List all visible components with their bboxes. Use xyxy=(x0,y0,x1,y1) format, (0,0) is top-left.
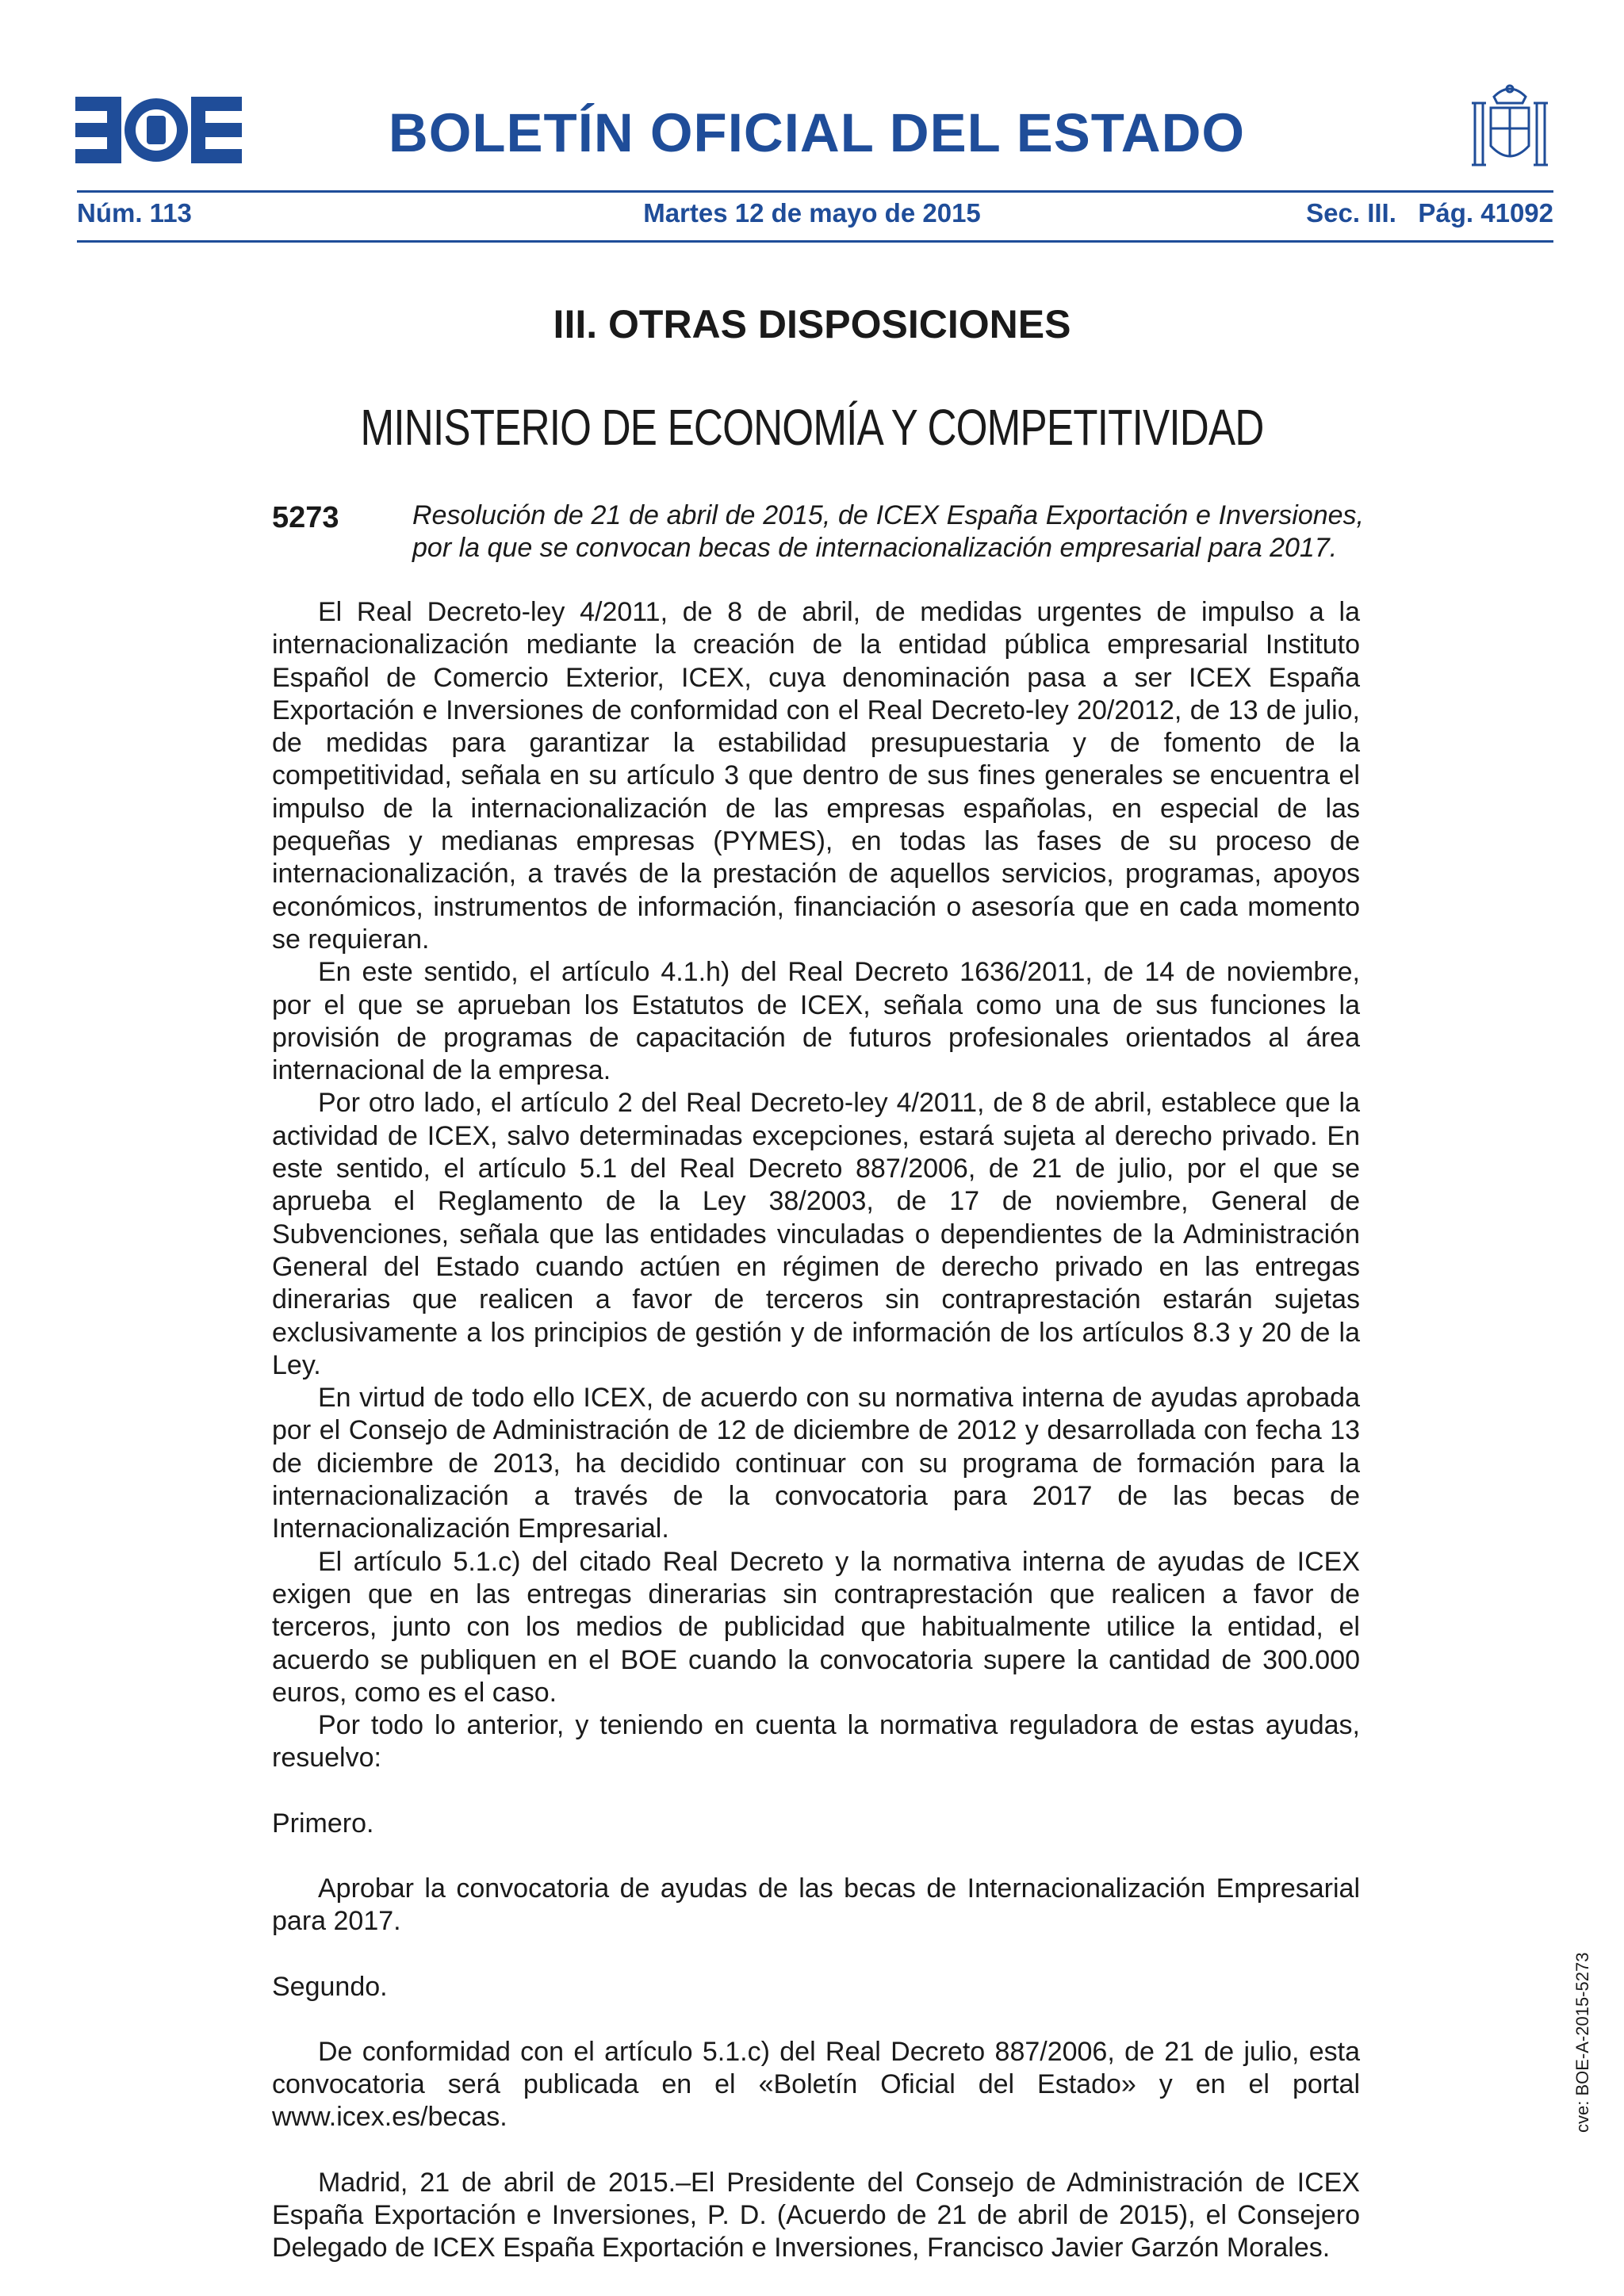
paragraph: Aprobar la convocatoria de ayudas de las becas de Internacionalización Empresarial para 2017. xyxy=(272,1873,1360,1937)
header-rule-bottom xyxy=(77,240,1553,243)
cve-identifier: cve: BOE-A-2015-5273 xyxy=(1572,1952,1592,2133)
resolution-title-line: Resolución de 21 de abril de 2015, de ICEX España Exportación e Inversiones, xyxy=(412,500,1364,530)
section-title: III. OTRAS DISPOSICIONES xyxy=(553,302,1071,346)
paragraph: Por otro lado, el artículo 2 del Real Decreto-ley 4/2011, de 8 de abril, establece que la actividad de ICEX, salvo determinadas excepciones, estará sujeta al derecho privado. En este sentido, el artículo 5.1 del Real Decreto 887/2006, de 21 de julio, por el que se aprueba el Reglamento de la Ley 38/2003, de 17 de noviembre, General de Subvenciones, señala que las entidades vinculadas o dependientes de la Administración General del Estado cuando actúen en régimen de derecho privado en las entregas dinerarias que realicen a favor de terceros sin contraprestación estarán sujetas exclusivamente a los principios de gestión y de información de los artículos 8.3 y 20 de la Ley. xyxy=(272,1088,1360,1380)
paragraph: El Real Decreto-ley 4/2011, de 8 de abril, de medidas urgentes de impulso a la internacionalización mediante la creación de la entidad pública empresarial Instituto Español de Comercio Exterior, ICEX, cuya denominación pasa a ser ICEX España Exportación e Inversiones de conformidad con el Real Decreto-ley 20/2012, de 13 de julio, de medidas para garantizar la estabilidad presupuestaria y de fomento de la competitividad, señala en su artículo 3 que dentro de sus fines generales se encuentra el impulso de la internacionalización de las empresas españolas, en especial de las pequeñas y medianas empresas (PYMES), en todas las fases de su proceso de internacionalización, a través de la prestación de aquellos servicios, programas, apoyos económicos, instrumentos de información, financiación o asesoría que en cada momento se requieran. xyxy=(272,597,1360,955)
paragraph: Por todo lo anterior, y teniendo en cuenta la normativa reguladora de estas ayudas, resuelvo: xyxy=(272,1710,1360,1774)
boe-logo xyxy=(75,97,242,163)
masthead-title: BOLETÍN OFICIAL DEL ESTADO xyxy=(388,102,1246,163)
header-rule-top xyxy=(77,190,1553,193)
document-body xyxy=(272,596,1360,2265)
paragraph: De conformidad con el artículo 5.1.c) del Real Decreto 887/2006, de 21 de julio, esta convocatoria será publicada en el «Boletín Oficial del Estado» y en el portal www.icex.es/becas. xyxy=(272,2036,1360,2133)
resolution-title-line: por la que se convocan becas de internacionalización empresarial para 2017. xyxy=(412,533,1338,563)
paragraph: El artículo 5.1.c) del citado Real Decreto y la normativa interna de ayudas de ICEX exigen que en las entregas dinerarias sin contraprestación que realicen a favor de terceros, junto con los medios de publicidad que habitualmente utilice la entidad, el acuerdo se publiquen en el BOE cuando la convocatoria supere la cantidad de 300.000 euros, como es el caso. xyxy=(272,1546,1360,1708)
article-heading: Primero. xyxy=(272,1808,374,1839)
paragraph: En virtud de todo ello ICEX, de acuerdo con su normativa interna de ayudas aprobada por el Consejo de Administración de 12 de diciembre de 2012 y desarrollada con fecha 13 de diciembre de 2013, ha decidido continuar con su programa de formación para la internacionalización a través de la convocatoria para 2017 de las becas de Internacionalización Empresarial. xyxy=(272,1383,1360,1544)
coat-of-arms-icon xyxy=(1469,79,1551,178)
issue-date: Martes 12 de mayo de 2015 xyxy=(643,198,981,228)
paragraph: En este sentido, el artículo 4.1.h) del Real Decreto 1636/2011, de 14 de noviembre, por el que se aprueban los Estatutos de ICEX, señala como una de sus funciones la provisión de programas de capacitación de futuros profesionales orientados al área internacional de la empresa. xyxy=(272,957,1360,1086)
section-page: Sec. III. Pág. 41092 xyxy=(1306,198,1553,228)
resolution-number: 5273 xyxy=(272,501,339,534)
resolution-title xyxy=(412,499,1364,564)
article-heading: Segundo. xyxy=(272,1971,388,2002)
ministry-title: MINISTERIO DE ECONOMÍA Y COMPETITIVIDAD xyxy=(360,399,1264,456)
signature-paragraph: Madrid, 21 de abril de 2015.–El Presidente del Consejo de Administración de ICEX España Exportación e Inversiones, P. D. (Acuerdo de 21 de abril de 2015), el Consejero Delegado de ICEX España Exportación e Inversiones, Francisco Javier Garzón Morales. xyxy=(272,2167,1360,2263)
issue-number: Núm. 113 xyxy=(77,198,192,228)
